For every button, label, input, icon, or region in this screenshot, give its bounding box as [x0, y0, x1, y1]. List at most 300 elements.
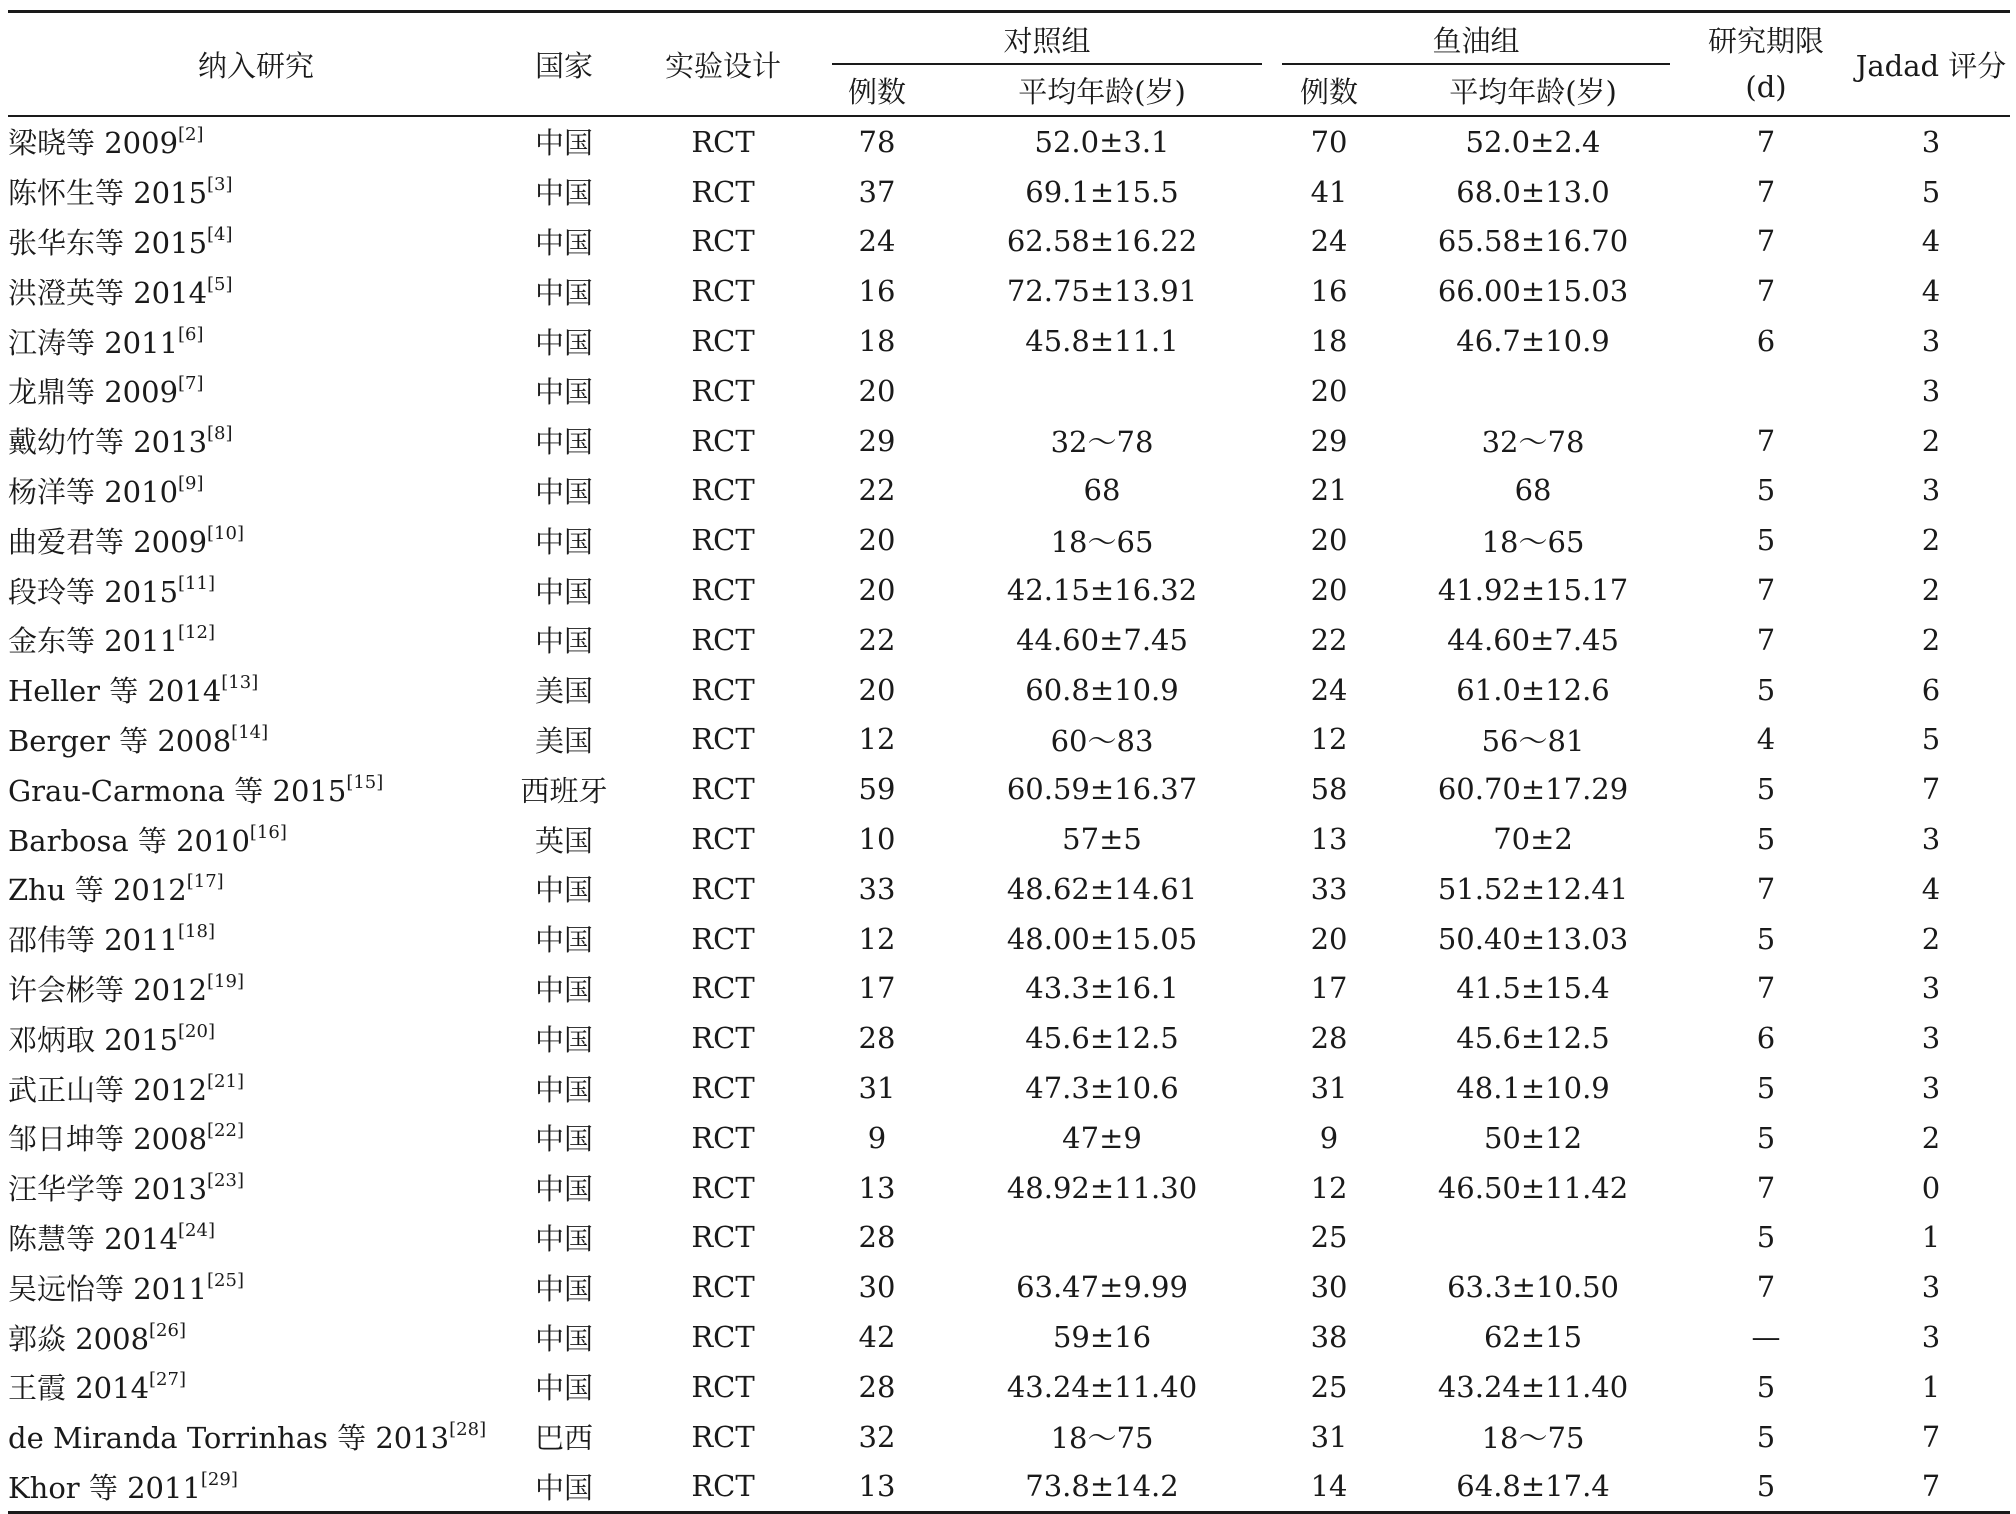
cell-fish-cases: 20 [1310, 921, 1348, 956]
cell-jadad: 1 [1921, 1220, 1941, 1255]
cell-fish-cases: 25 [1310, 1369, 1348, 1404]
study-name: 梁晓等 2009 [8, 126, 179, 161]
cell-design: RCT [691, 722, 755, 757]
study-name: 邓炳取 2015 [8, 1022, 179, 1057]
cell-jadad: 0 [1921, 1170, 1941, 1205]
cell-control-age: 44.60±7.45 [1016, 622, 1188, 657]
cell-control-cases: 20 [858, 573, 896, 608]
table-row [8, 1113, 2010, 1163]
cell-design: RCT [691, 523, 755, 558]
cell-country: 中国 [534, 1172, 593, 1207]
cell-fish-cases: 31 [1310, 1419, 1348, 1454]
cell-control-cases: 78 [858, 124, 896, 159]
cell-period: 5 [1756, 1220, 1776, 1255]
cell-control-age: 63.47±9.99 [1016, 1270, 1188, 1305]
study-name: Grau-Carmona 等 2015 [8, 773, 347, 808]
cell-fish-age: 41.92±15.17 [1437, 573, 1629, 608]
cell-fish-cases: 41 [1310, 174, 1348, 209]
cell-fish-age: 68.0±13.0 [1456, 174, 1610, 209]
cell-period: 5 [1756, 1071, 1776, 1106]
cell-control-cases: 16 [858, 274, 896, 309]
study-name: 龙鼎等 2009 [8, 375, 179, 410]
cell-fish-age: 68 [1514, 473, 1552, 508]
cell-jadad: 3 [1921, 124, 1941, 159]
cell-jadad: 3 [1921, 1320, 1941, 1355]
cell-fish-age: 45.6±12.5 [1456, 1021, 1610, 1056]
cell-design: RCT [691, 871, 755, 906]
cell-control-age: 47.3±10.6 [1025, 1071, 1179, 1106]
header-control-cases: 例数 [822, 65, 932, 116]
study-name: 王霞 2014 [8, 1371, 150, 1406]
cell-control-cases: 10 [858, 822, 896, 857]
cell-study [8, 1163, 504, 1213]
cell-country: 中国 [534, 1321, 593, 1356]
reference-number: [27] [149, 1369, 186, 1391]
reference-number: [6] [178, 323, 204, 345]
cell-period: 7 [1756, 1270, 1776, 1305]
cell-period [1680, 366, 1852, 416]
cell-design: RCT [691, 1170, 755, 1205]
cell-study [8, 1213, 504, 1263]
table-row [8, 964, 2010, 1014]
cell-jadad: 5 [1921, 174, 1941, 209]
table-row [8, 1412, 2010, 1462]
cell-period: 5 [1756, 473, 1776, 508]
cell-control-cases: 12 [858, 921, 896, 956]
cell-fish-age [1386, 366, 1680, 416]
cell-fish-cases: 20 [1310, 523, 1348, 558]
cell-country: 中国 [534, 375, 593, 410]
cell-design: RCT [691, 1320, 755, 1355]
table-row [8, 1063, 2010, 1113]
cell-control-age: 43.24±11.40 [1006, 1369, 1198, 1404]
cell-country: 中国 [534, 325, 593, 360]
table-row [8, 366, 2010, 416]
header-study: 纳入研究 [8, 12, 504, 117]
cell-control-age: 69.1±15.5 [1025, 174, 1179, 209]
cell-fish-age: 56～81 [1481, 723, 1585, 758]
table-row [8, 764, 2010, 814]
cell-study [8, 1013, 504, 1063]
cell-period: 7 [1756, 971, 1776, 1006]
cell-jadad: 6 [1921, 672, 1941, 707]
cell-jadad: 4 [1921, 871, 1941, 906]
table-row [8, 515, 2010, 565]
cell-design: RCT [691, 224, 755, 259]
cell-study [8, 515, 504, 565]
cell-country: 美国 [534, 674, 593, 709]
cell-country: 中国 [534, 524, 593, 559]
header-country: 国家 [504, 12, 624, 117]
cell-design: RCT [691, 1071, 755, 1106]
cell-study [8, 217, 504, 267]
cell-period: 5 [1680, 1462, 1852, 1513]
cell-study [8, 565, 504, 615]
study-name: Khor 等 2011 [8, 1470, 201, 1505]
cell-country: 美国 [534, 723, 593, 758]
cell-jadad: 2 [1921, 423, 1941, 458]
cell-jadad: 1 [1921, 1369, 1941, 1404]
cell-design: RCT [691, 921, 755, 956]
reference-number: [3] [207, 174, 233, 196]
cell-jadad: 3 [1921, 1021, 1941, 1056]
cell-control-cases: 30 [858, 1270, 896, 1305]
cell-control-age: 18～75 [1050, 1421, 1154, 1456]
cell-study [8, 914, 504, 964]
cell-design: RCT [691, 124, 755, 159]
cell-fish-cases: 17 [1310, 971, 1348, 1006]
reference-number: [5] [207, 273, 233, 295]
cell-jadad: 2 [1921, 622, 1941, 657]
cell-study [8, 416, 504, 466]
cell-period: 7 [1756, 174, 1776, 209]
cell-control-age: 72.75±13.91 [1006, 274, 1198, 309]
header-study-period [1680, 12, 1852, 117]
cell-period: 6 [1756, 324, 1776, 359]
cell-fish-age: 51.52±12.41 [1437, 871, 1629, 906]
cell-fish-cases: 70 [1310, 124, 1348, 159]
cell-control-cases: 12 [858, 722, 896, 757]
reference-number: [19] [207, 970, 244, 992]
cell-fish-age: 62±15 [1483, 1320, 1583, 1355]
cell-country: 中国 [534, 1122, 593, 1157]
cell-jadad: 3 [1921, 373, 1941, 408]
cell-control-cases: 22 [858, 622, 896, 657]
cell-period: 7 [1756, 622, 1776, 657]
cell-country: 中国 [504, 1462, 624, 1513]
cell-period: 5 [1756, 672, 1776, 707]
cell-fish-age: 52.0±2.4 [1465, 124, 1601, 159]
cell-study [8, 1312, 504, 1362]
reference-number: [20] [178, 1020, 215, 1042]
cell-design: RCT [691, 1369, 755, 1404]
reference-number: [15] [346, 771, 384, 793]
table-row [8, 615, 2010, 665]
cell-study [8, 764, 504, 814]
study-name: 武正山等 2012 [8, 1072, 208, 1107]
cell-control-age [932, 1213, 1272, 1263]
cell-jadad: 2 [1921, 921, 1941, 956]
study-name: 金东等 2011 [8, 624, 179, 659]
cell-design: RCT [691, 622, 755, 657]
study-name: de Miranda Torrinhas 等 2013 [8, 1421, 450, 1456]
cell-jadad: 3 [1921, 1270, 1941, 1305]
reference-number: [7] [178, 373, 204, 395]
cell-study [8, 864, 504, 914]
cell-design: RCT [691, 822, 755, 857]
cell-control-age: 45.8±11.1 [1025, 324, 1179, 359]
table-row [8, 316, 2010, 366]
cell-design: RCT [691, 772, 755, 807]
cell-control-age: 47±9 [1062, 1120, 1142, 1155]
cell-country: 中国 [534, 1371, 593, 1406]
table-row [8, 1262, 2010, 1312]
study-name: Heller 等 2014 [8, 674, 222, 709]
study-name: 许会彬等 2012 [8, 972, 208, 1007]
table-row [8, 1213, 2010, 1263]
cell-control-age: 45.6±12.5 [1025, 1021, 1179, 1056]
cell-period: 5 [1756, 523, 1776, 558]
cell-period: 7 [1756, 573, 1776, 608]
reference-number: [26] [149, 1319, 186, 1341]
table-header [8, 12, 2010, 117]
cell-design: RCT [624, 1462, 822, 1513]
table-row [8, 864, 2010, 914]
cell-design: RCT [691, 274, 755, 309]
cell-design: RCT [691, 1220, 755, 1255]
cell-fish-age: 46.50±11.42 [1437, 1170, 1629, 1205]
cell-fish-age: 66.00±15.03 [1437, 274, 1629, 309]
cell-study [8, 665, 504, 715]
cell-fish-cases: 21 [1310, 473, 1348, 508]
cell-period: 7 [1756, 1170, 1776, 1205]
cell-country: 中国 [534, 1072, 593, 1107]
cell-period: 5 [1756, 822, 1776, 857]
cell-fish-age: 61.0±12.6 [1456, 672, 1610, 707]
header-fish-cases: 例数 [1272, 65, 1386, 116]
table-row [8, 266, 2010, 316]
study-name: 杨洋等 2010 [8, 474, 179, 509]
cell-fish-age: 70±2 [1493, 822, 1573, 857]
study-name: 洪澄英等 2014 [8, 275, 208, 310]
cell-study [8, 964, 504, 1014]
study-name: 邵伟等 2011 [8, 923, 179, 958]
cell-country: 中国 [534, 176, 593, 211]
table-row [8, 665, 2010, 715]
study-name: 曲爱君等 2009 [8, 524, 208, 559]
study-name: 邹日坤等 2008 [8, 1122, 208, 1157]
cell-design: RCT [691, 971, 755, 1006]
cell-control-cases: 17 [858, 971, 896, 1006]
cell-control-cases: 28 [858, 1220, 896, 1255]
study-name: Zhu 等 2012 [8, 873, 187, 908]
cell-jadad: 3 [1921, 324, 1941, 359]
cell-design: RCT [691, 672, 755, 707]
cell-period: 6 [1756, 1021, 1776, 1056]
cell-design: RCT [691, 473, 755, 508]
cell-study [8, 715, 504, 765]
reference-number: [16] [249, 821, 287, 843]
study-name: 郭焱 2008 [8, 1321, 150, 1356]
cell-control-cases: 20 [858, 672, 896, 707]
cell-fish-age [1386, 1213, 1680, 1263]
cell-country: 中国 [534, 1221, 593, 1256]
cell-control-cases: 20 [858, 373, 896, 408]
cell-control-cases: 18 [858, 324, 896, 359]
cell-control-cases: 42 [858, 1320, 896, 1355]
cell-country: 中国 [534, 972, 593, 1007]
cell-study [8, 316, 504, 366]
cell-control-age: 73.8±14.2 [932, 1462, 1272, 1513]
cell-control-cases: 9 [867, 1120, 887, 1155]
cell-jadad: 4 [1921, 224, 1941, 259]
reference-number: [8] [207, 423, 233, 445]
cell-fish-cases: 28 [1310, 1021, 1348, 1056]
study-name: 陈怀生等 2015 [8, 176, 208, 211]
cell-period: 7 [1756, 871, 1776, 906]
cell-fish-age: 64.8±17.4 [1386, 1462, 1680, 1513]
cell-country: 中国 [534, 923, 593, 958]
cell-jadad: 3 [1921, 1071, 1941, 1106]
study-name: 陈慧等 2014 [8, 1221, 179, 1256]
cell-control-cases: 32 [858, 1419, 896, 1454]
study-name: 段玲等 2015 [8, 574, 179, 609]
table-row [8, 217, 2010, 267]
cell-study [8, 814, 504, 864]
study-name: 张华东等 2015 [8, 225, 208, 260]
cell-fish-cases: 31 [1310, 1071, 1348, 1106]
cell-fish-age: 63.3±10.50 [1447, 1270, 1619, 1305]
cell-fish-cases: 25 [1310, 1220, 1348, 1255]
cell-fish-cases: 20 [1310, 573, 1348, 608]
cell-jadad: 3 [1921, 822, 1941, 857]
reference-number: [28] [449, 1419, 487, 1441]
cell-control-cases: 33 [858, 871, 896, 906]
cell-study [8, 1462, 504, 1513]
cell-jadad: 4 [1921, 274, 1941, 309]
table-row [8, 466, 2010, 516]
cell-fish-cases: 33 [1310, 871, 1348, 906]
cell-period: — [1751, 1320, 1781, 1355]
study-table-container [8, 10, 2010, 1514]
cell-fish-cases: 18 [1310, 324, 1348, 359]
cell-control-age: 48.00±15.05 [1006, 921, 1198, 956]
cell-fish-age: 60.70±17.29 [1437, 772, 1629, 807]
cell-control-age: 43.3±16.1 [1025, 971, 1179, 1006]
table-row [8, 565, 2010, 615]
cell-design: RCT [691, 373, 755, 408]
reference-number: [23] [207, 1170, 244, 1192]
reference-number: [9] [178, 472, 204, 494]
cell-fish-age: 18～75 [1481, 1421, 1585, 1456]
cell-jadad: 5 [1921, 722, 1941, 757]
cell-fish-age: 48.1±10.9 [1456, 1071, 1610, 1106]
cell-design: RCT [691, 1419, 755, 1454]
cell-control-cases: 22 [858, 473, 896, 508]
cell-control-cases: 28 [858, 1021, 896, 1056]
cell-fish-cases: 14 [1272, 1462, 1386, 1513]
cell-fish-cases: 9 [1319, 1120, 1339, 1155]
cell-fish-age: 50.40±13.03 [1437, 921, 1629, 956]
cell-control-cases: 13 [858, 1170, 896, 1205]
cell-study [8, 266, 504, 316]
reference-number: [13] [221, 672, 259, 694]
reference-number: [12] [178, 622, 215, 644]
cell-fish-age: 65.58±16.70 [1437, 224, 1629, 259]
cell-fish-cases: 12 [1310, 722, 1348, 757]
cell-fish-cases: 30 [1310, 1270, 1348, 1305]
header-fish-age: 平均年龄(岁) [1386, 65, 1680, 116]
reference-number: [2] [178, 124, 204, 146]
table-row [8, 1163, 2010, 1213]
reference-number: [24] [178, 1219, 215, 1241]
cell-country: 西班牙 [520, 773, 608, 808]
cell-control-cases: 13 [822, 1462, 932, 1513]
cell-control-age: 48.92±11.30 [1006, 1170, 1198, 1205]
cell-fish-cases: 29 [1310, 423, 1348, 458]
study-name: 汪华学等 2013 [8, 1172, 208, 1207]
cell-jadad: 7 [1921, 1419, 1941, 1454]
cell-control-age: 18～65 [1050, 524, 1154, 559]
cell-design: RCT [691, 423, 755, 458]
table-row [8, 1013, 2010, 1063]
cell-country: 中国 [534, 624, 593, 659]
cell-fish-age: 18～65 [1481, 524, 1585, 559]
table-row [8, 814, 2010, 864]
cell-study [8, 366, 504, 416]
reference-number: [10] [207, 522, 244, 544]
cell-fish-cases: 13 [1310, 822, 1348, 857]
table-row [8, 715, 2010, 765]
cell-country: 中国 [534, 225, 593, 260]
cell-jadad: 2 [1921, 573, 1941, 608]
table-row [8, 116, 2010, 167]
cell-control-age: 57±5 [1062, 822, 1142, 857]
cell-control-cases: 20 [858, 523, 896, 558]
table-row [8, 1312, 2010, 1362]
cell-period: 5 [1756, 1369, 1776, 1404]
reference-number: [25] [207, 1269, 244, 1291]
cell-jadad: 2 [1921, 523, 1941, 558]
cell-period: 7 [1756, 124, 1776, 159]
table-row [8, 1362, 2010, 1412]
cell-control-age: 52.0±3.1 [1034, 124, 1170, 159]
cell-jadad: 7 [1921, 772, 1941, 807]
cell-control-cases: 59 [858, 772, 896, 807]
header-design: 实验设计 [624, 12, 822, 117]
reference-number: [11] [178, 572, 215, 594]
cell-study [8, 116, 504, 167]
cell-jadad: 3 [1921, 473, 1941, 508]
cell-country: 中国 [534, 126, 593, 161]
cell-country: 中国 [534, 275, 593, 310]
cell-period: 5 [1756, 1120, 1776, 1155]
study-name: Barbosa 等 2010 [8, 823, 250, 858]
cell-fish-cases: 58 [1310, 772, 1348, 807]
cell-design: RCT [691, 324, 755, 359]
study-name: 戴幼竹等 2013 [8, 425, 208, 460]
cell-country: 中国 [534, 1271, 593, 1306]
cell-control-age [932, 366, 1272, 416]
cell-control-age: 60.59±16.37 [1006, 772, 1198, 807]
cell-study [8, 1362, 504, 1412]
reference-number: [18] [178, 921, 215, 943]
cell-control-age: 62.58±16.22 [1006, 224, 1198, 259]
cell-fish-cases: 12 [1310, 1170, 1348, 1205]
table-row [8, 416, 2010, 466]
cell-study [8, 466, 504, 516]
cell-control-cases: 24 [858, 224, 896, 259]
cell-control-age: 32～78 [1050, 425, 1154, 460]
cell-control-age: 68 [1083, 473, 1121, 508]
cell-period: 5 [1756, 772, 1776, 807]
study-name: 吴远怡等 2011 [8, 1271, 208, 1306]
cell-study [8, 1063, 504, 1113]
table-row [8, 1462, 2010, 1513]
cell-period: 7 [1756, 423, 1776, 458]
cell-jadad: 7 [1852, 1462, 2010, 1513]
cell-country: 中国 [534, 574, 593, 609]
cell-design: RCT [691, 1120, 755, 1155]
cell-country: 巴西 [534, 1421, 593, 1456]
cell-fish-age: 32～78 [1481, 425, 1585, 460]
cell-control-age: 60～83 [1050, 723, 1154, 758]
reference-number: [21] [207, 1070, 244, 1092]
cell-fish-age: 46.7±10.9 [1456, 324, 1610, 359]
cell-design: RCT [691, 573, 755, 608]
header-fish-oil-group: 鱼油组 [1272, 12, 1680, 66]
cell-control-age: 42.15±16.32 [1006, 573, 1198, 608]
